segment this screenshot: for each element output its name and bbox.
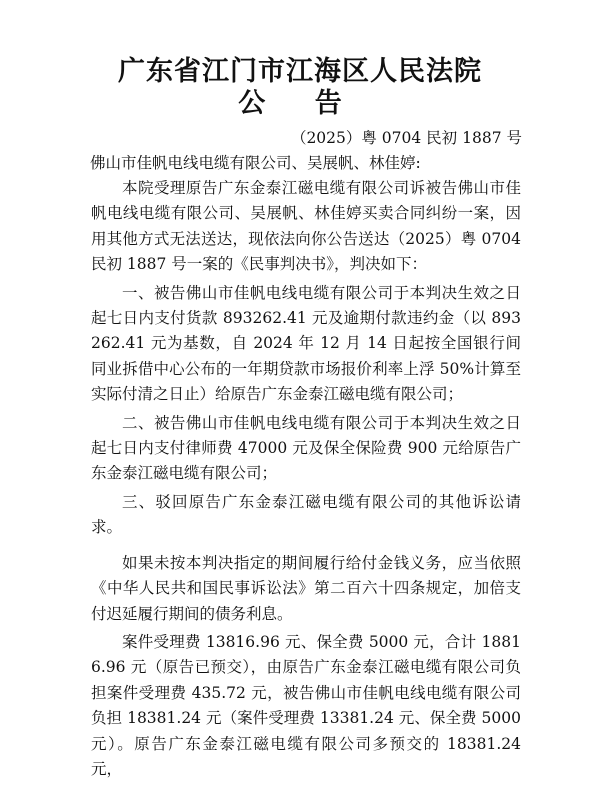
court-name-heading: 广东省江门市江海区人民法院 <box>118 56 482 87</box>
court-fee-paragraph: 案件受理费 13816.96 元、保全费 5000 元，合计 18816.96 元（原告已预交），由原告广东金泰江磁电缆有限公司负担案件受理费 435.72 元，被告佛山市佳帆电线电缆有限公司负担 18381.24 元（案件受理费 13381.24 元、保全费 5000 元）。原告广东金泰江磁电缆有限公司多预交的 18381.24 元， <box>91 632 521 778</box>
notice-body <box>91 176 521 785</box>
notice-title: 公 告 <box>238 88 362 119</box>
addressee-line: 佛山市佳帆电线电缆有限公司、吴展帆、林佳婷: <box>90 154 421 172</box>
judgment-item-2: 二、被告佛山市佳帆电线电缆有限公司于本判决生效之日起七日内支付律师费 47000 元及保全保险费 900 元给原告广东金泰江磁电缆有限公司； <box>91 413 521 483</box>
judgment-item-3: 三、驳回原告广东金泰江磁电缆有限公司的其他诉讼请求。 <box>91 492 521 537</box>
judgment-item-1: 一、被告佛山市佳帆电线电缆有限公司于本判决生效之日起七日内支付货款 893262.41 元及逾期付款违约金（以 893262.41 元为基数，自 2024 年 12 月 14 日起按全国银行间同业拆借中心公布的一年期贷款市场报价利率上浮 50%计算至实际付清之日止）给原告广东金泰江磁电缆有限公司； <box>91 283 521 404</box>
intro-paragraph: 本院受理原告广东金泰江磁电缆有限公司诉被告佛山市佳帆电线电缆有限公司、吴展帆、林佳婷买卖合同纠纷一案，因用其他方式无法送达，现依法向你公告送达（2025）粤 0704 民初 1887 号一案的《民事判决书》，判决如下： <box>91 179 521 274</box>
late-payment-paragraph: 如果未按本判决指定的期间履行给付金钱义务，应当依照《中华人民共和国民事诉讼法》第二百六十四条规定，加倍支付迟延履行期间的债务利息。 <box>91 553 521 623</box>
case-number: （2025）粤 0704 民初 1887 号 <box>290 129 522 147</box>
